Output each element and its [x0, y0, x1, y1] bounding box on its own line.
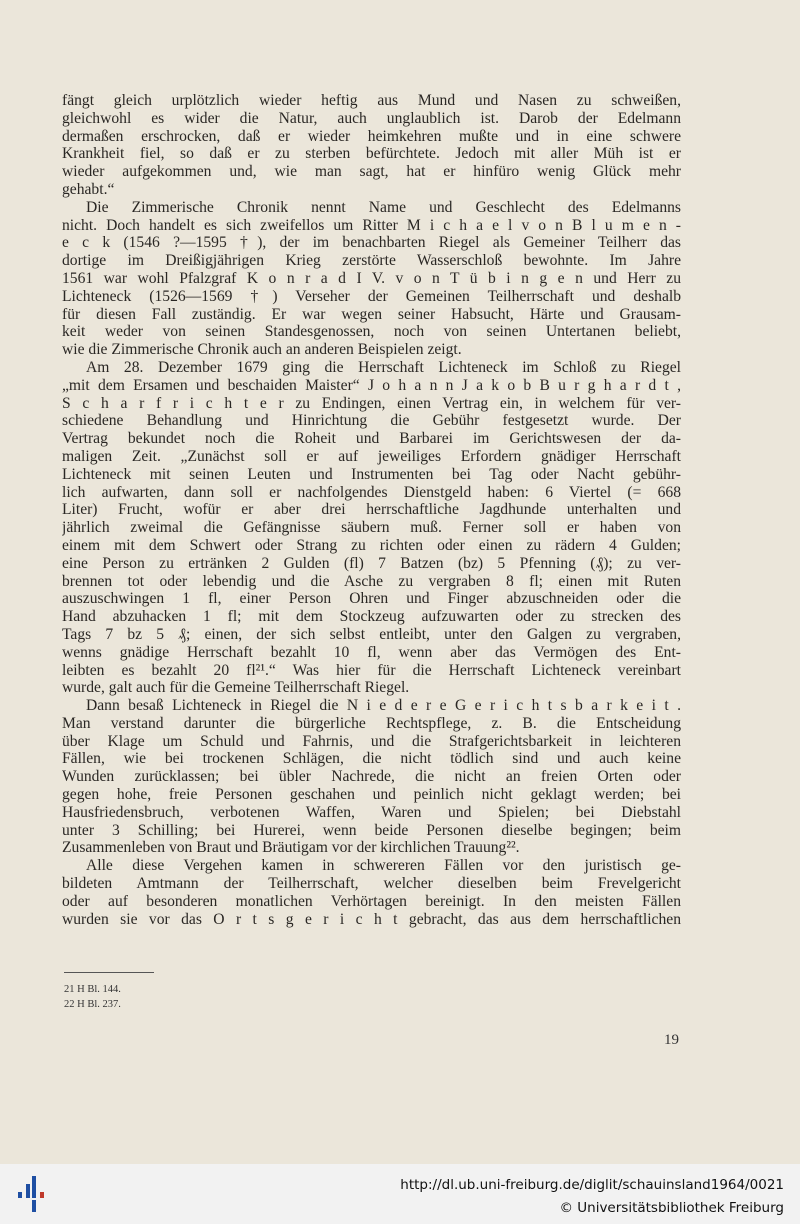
text-line: Vertrag bekundet noch die Roheit und Barbarei im Gerichtswesen der da- — [62, 430, 681, 448]
text-line: wenns gnädige Herrschaft bezahlt 10 fl, wenn aber das Vermögen des Ent- — [62, 643, 681, 661]
text-line: eine Person zu ertränken 2 Gulden (fl) 7 Batzen (bz) 5 Pfenning (₰); zu ver- — [62, 554, 681, 572]
text-line: gleichwohl es wider die Natur, auch unglaublich ist. Darob der Edelmann — [62, 109, 681, 127]
text-line: e c k (1546 ?—1595 †), der im benachbarten Riegel als Gemeiner Teilherr das — [62, 234, 681, 252]
text-line: brennen tot oder lebendig und die Asche zu vergraben 8 fl; einen mit Ruten — [62, 572, 681, 590]
text-line: unter 3 Schilling; bei Hurerei, wenn beide Personen dieselbe begingen; beim — [62, 821, 681, 839]
library-logo-icon — [12, 1172, 56, 1216]
text-line: Alle diese Vergehen kamen in schwereren Fällen vor den juristisch ge- — [86, 857, 681, 875]
text-line: nicht. Doch handelt es sich zweifellos um Ritter M i c h a e l v o n B l u m e n - — [62, 216, 681, 234]
text-line: Wunden zurücklassen; bei übler Nachrede, die nicht an freien Orten oder — [62, 768, 681, 786]
text-line: dortige im Dreißigjährigen Krieg zerstörte Wasserschloß bewohnte. Im Jahre — [62, 252, 681, 270]
text-line: für diesen Fall zuständig. Er war wegen seiner Habsucht, Härte und Grausam- — [62, 305, 681, 323]
text-line: oder auf besonderen monatlichen Verhörtagen bereinigt. In den meisten Fällen — [62, 892, 681, 910]
text-line: Lichteneck mit seinen Leuten und Instrumenten bei Tag oder Nacht gebühr- — [62, 465, 681, 483]
text-line: fängt gleich urplötzlich wieder heftig aus Mund und Nasen zu schweißen, — [62, 92, 681, 109]
text-line: lich aufwarten, dann soll er nachfolgendes Dienstgeld haben: 6 Viertel (= 668 — [62, 483, 681, 501]
text-line: dermaßen erschrocken, daß er wieder heimkehren mußte und in eine schwere — [62, 127, 681, 145]
text-line: 1561 war wohl Pfalzgraf K o n r a d I V. v o n T ü b i n g e n und Herr zu — [62, 269, 681, 287]
text-line: wieder aufgekommen und, wie man sagt, hat er hinfüro wenig Glück mehr — [62, 163, 681, 181]
text-line: „mit dem Ersamen und beschaiden Maister“ J o h a n n J a k o b B u r g h a r d t , — [62, 376, 681, 394]
footnotes — [64, 982, 121, 1012]
text-line: über Klage um Schuld und Fahrnis, und die Strafgerichtsbarkeit in leichteren — [62, 732, 681, 750]
text-line: auszuschwingen 1 fl, einer Person Ohren und Finger abzuschneiden oder die — [62, 590, 681, 608]
text-line: leibten es bezahlt 20 fl²¹.“ Was hier für die Herrschaft Lichteneck vereinbart — [62, 661, 681, 679]
text-line: maligen Zeit. „Zunächst soll er auf jeweiliges Erfordern gnädiger Herrschaft — [62, 447, 681, 465]
text-line: schiedene Behandlung und Hinrichtung die Gebühr festgesetzt wurde. Der — [62, 412, 681, 430]
footer-bar — [0, 1164, 800, 1224]
text-line: bildeten Amtmann der Teilherrschaft, welcher dieselben beim Frevelgericht — [62, 875, 681, 893]
text-line: Fällen, wie bei trockenen Schlägen, die nicht tödlich sind und auch keine — [62, 750, 681, 768]
text-line: Dann besaß Lichteneck in Riegel die N i e d e r e G e r i c h t s b a r k e i t . — [86, 697, 681, 715]
text-line: gehabt.“ — [62, 180, 115, 198]
footnote-rule — [64, 972, 154, 973]
text-line: wurde, galt auch für die Gemeine Teilherrschaft Riegel. — [62, 679, 410, 697]
text-line: Zusammenleben von Braut und Bräutigam vor der kirchlichen Trauung²². — [62, 839, 520, 857]
text-line: Krankheit fiel, so daß er zu sterben befürchtete. Jedoch mit aller Müh ist er — [62, 145, 681, 163]
text-line: Die Zimmerische Chronik nennt Name und Geschlecht des Edelmanns — [86, 198, 681, 216]
footnote: 21 H Bl. 144. — [64, 984, 121, 995]
text-line: Hausfriedensbruch, verbotenen Waffen, Waren und Spielen; bei Diebstahl — [62, 803, 681, 821]
text-line: keit weder von seinen Standesgenossen, noch von seinen Untertanen beliebt, — [62, 323, 681, 341]
text-line: einem mit dem Schwert oder Strang zu richten oder einen zu rädern 4 Gulden; — [62, 536, 681, 554]
text-line: Tags 7 bz 5 ₰; einen, der sich selbst entleibt, unter den Galgen zu vergraben, — [62, 625, 681, 643]
body-text — [62, 92, 681, 928]
text-line: Man verstand darunter die bürgerliche Rechtspflege, z. B. die Entscheidung — [62, 714, 681, 732]
text-line: gegen hohe, freie Personen geschahen und peinlich nicht geklagt werden; bei — [62, 786, 681, 804]
text-line: Am 28. Dezember 1679 ging die Herrschaft Lichteneck im Schloß zu Riegel — [86, 358, 681, 376]
text-line: S c h a r f r i c h t e r zu Endingen, einen Vertrag ein, in welchem für ver- — [62, 394, 681, 412]
text-line: wie die Zimmerische Chronik auch an anderen Beispielen zeigt. — [62, 341, 462, 359]
footer-url-link[interactable]: http://dl.ub.uni-freiburg.de/diglit/schauinsland1964/0021 — [400, 1177, 784, 1193]
text-line: jährlich zweimal die Gefängnisse säubern muß. Ferner soll er haben von — [62, 519, 681, 537]
footnote: 22 H Bl. 237. — [64, 999, 121, 1010]
footer-copyright: © Universitätsbibliothek Freiburg — [559, 1200, 784, 1216]
page-number: 19 — [664, 1032, 679, 1048]
text-line: Hand abzuhacken 1 fl; mit dem Stockzeug aufzuwarten oder zu strecken des — [62, 608, 681, 626]
text-line: Liter) Frucht, wofür er aber drei herrschaftliche Jagdhunde unterhalten und — [62, 501, 681, 519]
text-line: wurden sie vor das O r t s g e r i c h t gebracht, das aus dem herrschaftlichen — [62, 910, 681, 928]
text-line: Lichteneck (1526—1569 †) Verseher der Gemeinen Teilherrschaft und deshalb — [62, 287, 681, 305]
